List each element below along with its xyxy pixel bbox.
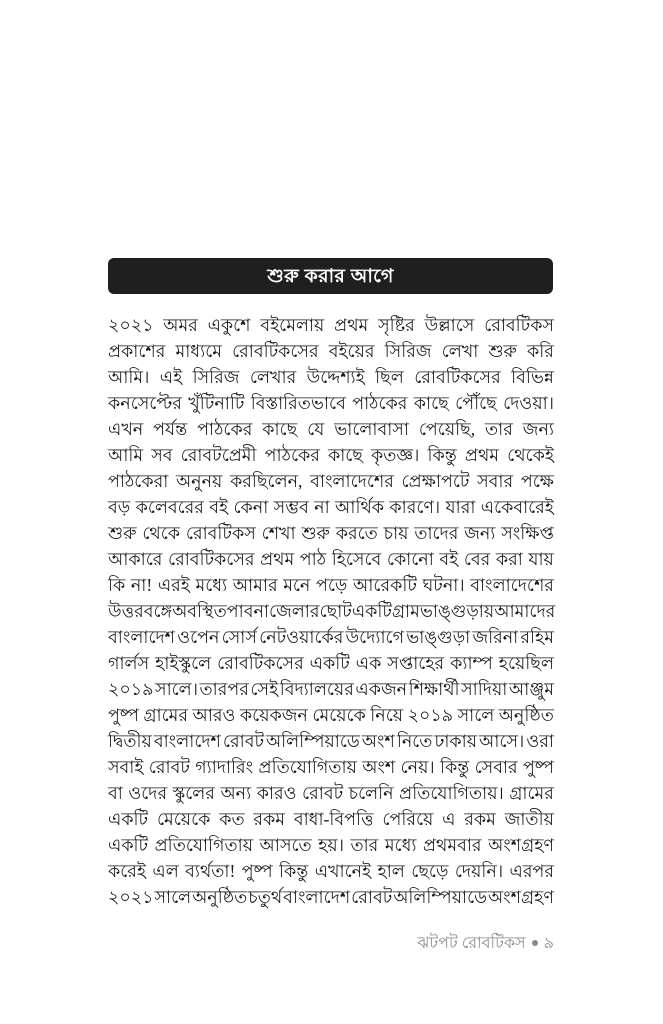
footer-line [108, 934, 554, 954]
body-word: কি [108, 575, 126, 595]
body-word: ওদের [128, 783, 168, 803]
body-text-line [108, 572, 554, 598]
body-word: না! [130, 575, 153, 595]
body-word: সব [151, 445, 173, 465]
body-word: তার [350, 835, 379, 855]
body-text-line [108, 728, 554, 754]
body-word: এল [152, 861, 179, 881]
body-word: কৃতজ্ঞ। [371, 445, 420, 465]
body-text-block [108, 312, 554, 910]
body-word: একজন [355, 679, 408, 699]
body-word: সেই [250, 679, 279, 699]
body-word: প্রতিযোগিতায় [258, 757, 357, 777]
body-word: খুঁটিনাটি [188, 393, 245, 413]
body-word: বিস্তারিতভাবে [250, 393, 346, 413]
body-word: মেয়েকে [312, 705, 366, 725]
body-text-line [108, 546, 554, 572]
body-word: রোবটিকসের [232, 341, 319, 361]
body-word: ছোট [319, 601, 352, 621]
body-word: পেরিয়ে [382, 809, 434, 829]
body-word: সংক্ষিপ্ত [501, 523, 554, 543]
body-word: বই [439, 549, 459, 569]
body-word: গ্যাদারিং [195, 757, 254, 777]
body-word: কোনো [386, 549, 434, 569]
body-word: রোবটিকস [484, 315, 554, 335]
body-word: বা [108, 783, 123, 803]
body-word: বাধা-বিপত্তি [293, 809, 374, 829]
body-word: বাংলাদেশের [310, 471, 394, 491]
body-word: ঢাকায় [434, 731, 478, 751]
body-word: সালে। [155, 679, 198, 699]
body-word: এরই [157, 575, 190, 595]
body-word: প্রথম [260, 549, 295, 569]
body-word: না [314, 497, 330, 517]
body-word: রকম [253, 809, 285, 829]
body-word: থেকে [142, 523, 181, 543]
body-word: জেলার [269, 601, 320, 621]
body-word: কারও [256, 783, 297, 803]
page-footer [108, 934, 554, 954]
body-word: নিতে [396, 731, 433, 751]
body-word: করতে [335, 523, 378, 543]
body-text-line [108, 650, 554, 676]
body-word: শুরু [488, 341, 517, 361]
body-word: প্রথম [464, 445, 500, 465]
body-word: সিরিজ [384, 341, 432, 361]
body-word: তার [485, 419, 513, 439]
body-word: দেওয়া। [503, 393, 554, 413]
body-word: কিন্তু [279, 861, 309, 881]
body-word: উত্তরবঙ্গে [108, 601, 173, 621]
footer-page-number: ৯ [543, 935, 554, 952]
body-word: গ্রাম [391, 601, 420, 621]
body-word: ওরা [526, 731, 554, 751]
body-word: ছেড়ে [411, 861, 449, 881]
body-word: আমাদের [494, 601, 556, 621]
body-word: সবার [477, 471, 514, 491]
body-word: আসে। [479, 731, 525, 751]
body-word: এক [355, 653, 382, 673]
body-word: ভাঙ্গুড়ায় [419, 601, 495, 621]
body-text-line [108, 754, 554, 780]
body-word: পেয়েছি, [418, 419, 476, 439]
body-word: অনুষ্ঠিত [192, 887, 248, 907]
body-text-line [108, 338, 554, 364]
body-word: প্রকাশের [108, 341, 166, 361]
body-word: অংশ [362, 757, 396, 777]
body-word: পাঠকেরা [108, 471, 169, 491]
body-word: বড় [108, 497, 131, 517]
body-text-line [108, 780, 554, 806]
body-word: অমর [163, 315, 198, 335]
body-word: রহিম [520, 627, 554, 647]
body-word: পুষ্প [241, 861, 273, 881]
body-word: একটি [351, 601, 392, 621]
body-text-line [108, 806, 554, 832]
body-text-line [108, 520, 554, 546]
body-word: করা [495, 549, 523, 569]
body-word: রোবটপ্রেমী [180, 445, 257, 465]
body-word: করেই [108, 861, 147, 881]
body-word: রোবট [148, 757, 190, 777]
body-word: একটি [108, 809, 149, 829]
body-word: শিক্ষার্থী [408, 679, 460, 699]
body-word: রোবটিকসের [414, 367, 501, 387]
body-word: দ্বিতীয় [108, 731, 152, 751]
body-word: অংশ [361, 731, 395, 751]
body-word: একেবারেই [480, 497, 554, 517]
body-word: অংশগ্রহণ [487, 887, 554, 907]
body-word: পুষ্প [522, 757, 554, 777]
body-word: যায় [528, 549, 554, 569]
body-word: তাদের [414, 523, 459, 543]
body-word: উদ্দেশ্যই [306, 367, 365, 387]
body-word: ২০২১ [108, 887, 154, 907]
body-word: কেনা [233, 497, 269, 517]
body-word: প্রথমবার [422, 835, 482, 855]
body-word: শেখা [261, 523, 296, 543]
body-word: অলিম্পিয়াডে [393, 887, 487, 907]
body-word: পাঠ [299, 549, 327, 569]
body-word: মধ্যে [384, 835, 417, 855]
body-word: সেবার [474, 757, 518, 777]
body-word: সাদিয়া [461, 679, 508, 699]
body-word: বিভিন্ন [511, 367, 554, 387]
body-text-line [108, 676, 554, 702]
body-word: প্রথম [334, 315, 369, 335]
body-word: ভালোবাসা [334, 419, 409, 439]
body-word: আমি [108, 445, 144, 465]
body-word: কলেবরের [135, 497, 204, 517]
body-word: পাবনা [226, 601, 269, 621]
body-word: নিয়ে [370, 705, 404, 725]
footer-book-title: ঝটপট রোবটিকস [417, 935, 526, 952]
body-word: বের [463, 549, 491, 569]
body-word: তারপর [199, 679, 249, 699]
body-word: আমার [232, 575, 278, 595]
body-word: পৌঁছে [455, 393, 497, 413]
body-word: পক্ষে [520, 471, 554, 491]
chapter-heading-bar [108, 258, 553, 294]
body-word: উল্লাসে [424, 315, 475, 335]
body-word: রোবট [302, 783, 344, 803]
body-text-line [108, 832, 554, 858]
chapter-title: শুরু করার আগে [267, 265, 394, 287]
body-word: নেটওয়ার্কের [259, 627, 344, 647]
body-word: রোবট [222, 731, 264, 751]
body-word: ২০১৯ [108, 679, 154, 699]
body-word: লেখা [441, 341, 479, 361]
body-word: যারা [445, 497, 476, 517]
body-text-line [108, 624, 554, 650]
body-word: হয়েছিল [498, 653, 554, 673]
body-word: সালে [154, 887, 192, 907]
body-word: যে [307, 419, 325, 439]
body-word: ওপেন [177, 627, 220, 647]
body-text-line [108, 598, 554, 624]
footer-dot-icon [532, 940, 538, 946]
body-word: পাঠকের [197, 419, 253, 439]
body-word: সিরিজ [192, 367, 240, 387]
body-text-line [108, 468, 554, 494]
body-word: সৃষ্টির [378, 315, 415, 335]
body-word: বইমেলায় [260, 315, 325, 335]
body-word: কাছে [327, 445, 363, 465]
body-word: রোবটিকস [185, 523, 256, 543]
body-word: স্কুলের [172, 783, 215, 803]
body-word: একুশে [207, 315, 251, 335]
body-word: মাধ্যমে [175, 341, 222, 361]
body-word: সপ্তাহের [387, 653, 445, 673]
body-word: এখানেই [314, 861, 372, 881]
body-word: হিসেবে [331, 549, 382, 569]
body-word: চতুর্থ [248, 887, 283, 907]
body-word: হয়। [318, 835, 344, 855]
body-word: প্রতিযোগিতায়। [399, 783, 504, 803]
body-word: জন্য [522, 419, 554, 439]
body-word: ঘটনা। [422, 575, 465, 595]
body-text-line [108, 702, 554, 728]
body-word: রোবট [351, 887, 393, 907]
body-text-line [108, 442, 554, 468]
body-word: এরপর [509, 861, 554, 881]
body-word: প্রতিযোগিতায় [154, 835, 254, 855]
body-word: এখন [108, 419, 144, 439]
body-word: কিন্তু [439, 757, 470, 777]
body-word: চলেনি [348, 783, 394, 803]
body-word: কত [219, 809, 245, 829]
body-text-line [108, 416, 554, 442]
body-word: কাছে [262, 419, 298, 439]
body-word: পর্যন্ত [153, 419, 188, 439]
body-word: পুষ্প [108, 705, 139, 725]
body-word: সবাই [108, 757, 144, 777]
body-word: আসতে [259, 835, 312, 855]
body-word: ক্যাম্প [450, 653, 493, 673]
body-word: কনসেপ্টের [108, 393, 182, 413]
body-word: ভাঙ্গুড়া [406, 627, 471, 647]
body-word: বাংলাদেশ [283, 887, 351, 907]
body-word: কয়েকজন [239, 705, 308, 725]
body-word: আঞ্জুম [508, 679, 554, 699]
body-word: আরেকটি [353, 575, 417, 595]
body-word: উদ্যোগে [345, 627, 405, 647]
body-word: অংশগ্রহণ [488, 835, 554, 855]
body-word: এই [159, 367, 183, 387]
body-text-line [108, 312, 554, 338]
body-word: দেয়নি। [454, 861, 504, 881]
body-word: পড়ে [316, 575, 348, 595]
body-word: বইয়ের [328, 341, 375, 361]
body-word: রকম [464, 809, 496, 829]
body-word: ২০২১ [108, 315, 154, 335]
body-word: থেকেই [507, 445, 554, 465]
body-word: একটি [309, 653, 350, 673]
body-word: গ্রামের [509, 783, 554, 803]
body-word: আমি। [108, 367, 150, 387]
body-word: করি [527, 341, 554, 361]
body-word: লেখার [249, 367, 297, 387]
body-word: সোর্স [221, 627, 257, 647]
body-text-line [108, 858, 554, 884]
body-word: রোবটিকসের [167, 549, 255, 569]
body-text-line [108, 364, 554, 390]
body-word: বই [209, 497, 229, 517]
body-word: পাঠকের [352, 393, 408, 413]
body-word: কারণে। [389, 497, 441, 517]
body-word: চায় [383, 523, 409, 543]
body-word: ২০১৯ [407, 705, 454, 725]
body-word: রোবটিকসের [217, 653, 304, 673]
body-word: কাছে [413, 393, 449, 413]
body-word: ব্যর্থতা! [185, 861, 236, 881]
body-word: করছিলেন, [230, 471, 303, 491]
body-word: গ্রামের [143, 705, 188, 725]
body-word: পাঠকের [264, 445, 320, 465]
body-word: বাংলাদেশ [153, 731, 221, 751]
body-word: জাতীয় [504, 809, 554, 829]
body-word: ছিল [375, 367, 404, 387]
body-word: মনে [283, 575, 311, 595]
body-word: জরিনা [472, 627, 519, 647]
body-word: মধ্যে [195, 575, 228, 595]
body-text-line [108, 494, 554, 520]
body-word: আকারে [108, 549, 163, 569]
body-word: আর্থিক [335, 497, 385, 517]
body-word: কিন্তু [427, 445, 457, 465]
body-word: অন্য [220, 783, 252, 803]
body-word: একটি [108, 835, 149, 855]
body-word: বাংলাদেশ [108, 627, 176, 647]
body-word: এ [442, 809, 456, 829]
body-word: অলিম্পিয়াডে [265, 731, 360, 751]
body-word: মেয়েকে [156, 809, 211, 829]
body-word: সালে [457, 705, 495, 725]
body-word: বিদ্যালয়ের [279, 679, 354, 699]
body-word: জন্য [464, 523, 496, 543]
body-word: আরও [192, 705, 236, 725]
body-text-line [108, 390, 554, 416]
body-word: সম্ভব [273, 497, 309, 517]
body-word: বাংলাদেশের [470, 575, 554, 595]
body-word: হাইস্কুলে [155, 653, 212, 673]
body-text-line [108, 884, 554, 910]
body-word: প্রেক্ষাপটে [401, 471, 470, 491]
body-word: অনুষ্ঠিত [498, 705, 554, 725]
body-word: শুরু [301, 523, 330, 543]
body-word: অবস্থিত [172, 601, 227, 621]
body-word: হাল [377, 861, 405, 881]
body-word: নেয়। [400, 757, 435, 777]
body-word: শুরু [108, 523, 137, 543]
body-word: অনুনয় [176, 471, 223, 491]
body-word: গার্লস [108, 653, 150, 673]
